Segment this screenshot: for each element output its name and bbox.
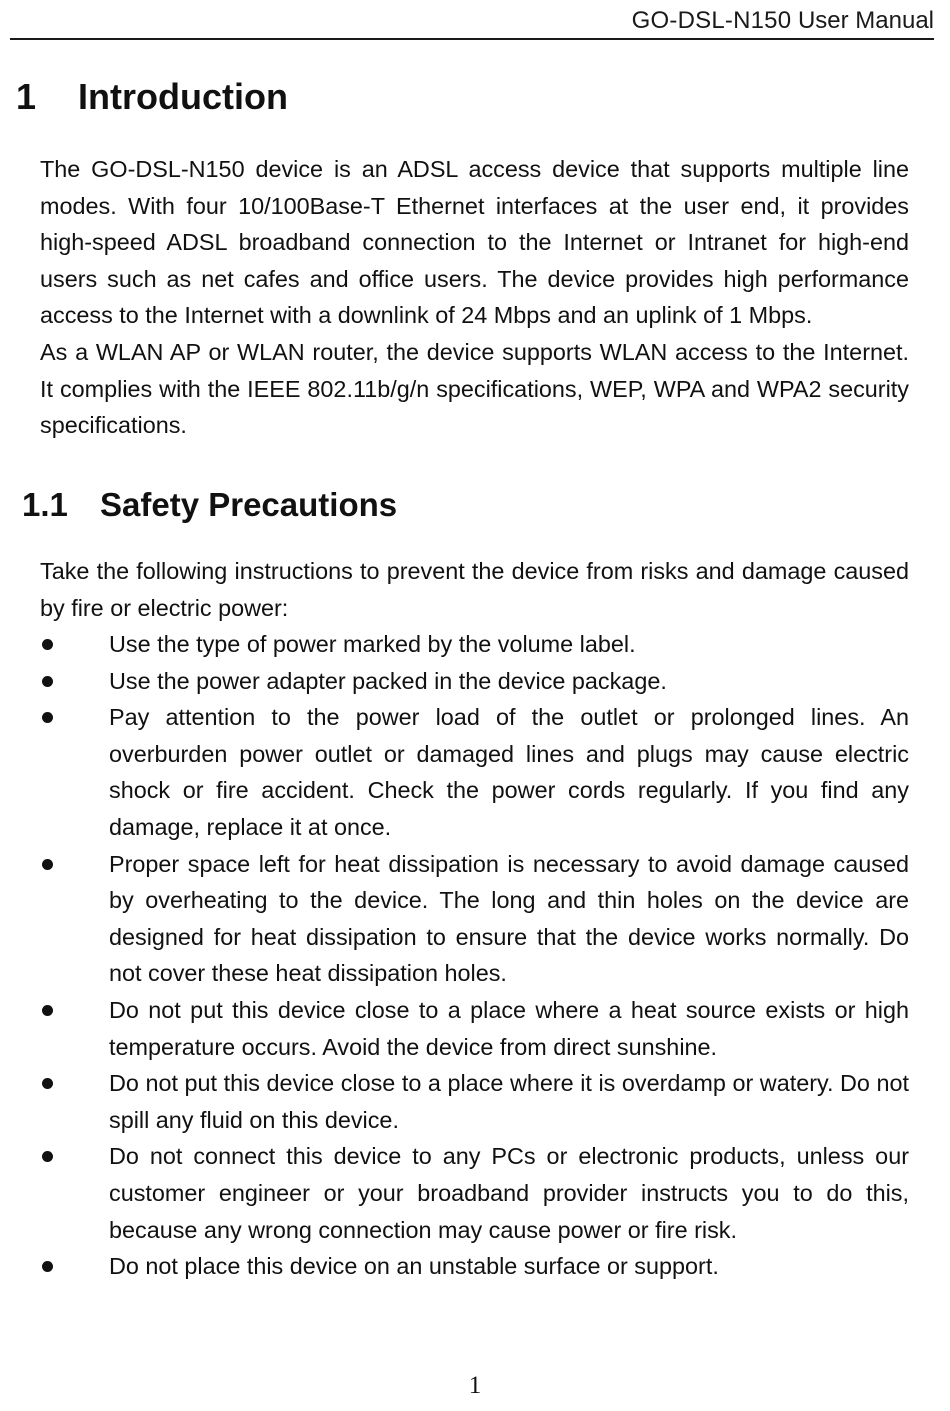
section-heading-safety-precautions [22, 484, 397, 526]
list-item-text: Use the type of power marked by the volume label. [109, 631, 636, 657]
bullet-dot-icon [42, 1151, 53, 1162]
list-item [40, 1248, 909, 1285]
bullet-dot-icon [42, 1005, 53, 1016]
list-item [40, 699, 909, 845]
subsection-title: Safety Precautions [100, 486, 398, 523]
introduction-paragraph-1: The GO-DSL-N150 device is an ADSL access device that supports multiple line modes. With four 10/100Base-T Ethernet interfaces at the user end, it provides high-speed ADSL broadband connection to the Internet or Intranet for high-end users such as net cafes and office users. The device provides high performance access to the Internet with a downlink of 24 Mbps and an uplink of 1 Mbps. [40, 156, 909, 329]
section-heading-introduction [16, 74, 288, 120]
bullet-dot-icon [42, 1078, 53, 1089]
list-item [40, 1138, 909, 1248]
list-item-text: Do not place this device on an unstable surface or support. [109, 1253, 719, 1280]
bullet-dot-icon [42, 859, 53, 870]
list-item-text: Pay attention to the power load of the outlet or prolonged lines. An overburden power outlet or damaged lines and plugs may cause electric shock or fire accident. Check the power cords regularly. If you find any damage, replace it at once. [109, 704, 909, 840]
list-item [40, 626, 909, 663]
introduction-body [40, 151, 909, 444]
safety-intro-paragraph: Take the following instructions to prevent the device from risks and damage caused by fire or electric power: [40, 558, 909, 621]
bullet-dot-icon [42, 712, 53, 723]
section-title: Introduction [78, 76, 288, 117]
bullet-dot-icon [42, 639, 53, 650]
section-number: 1 [16, 76, 37, 117]
list-item-text: Use the power adapter packed in the device package. [109, 667, 667, 694]
subsection-number: 1.1 [22, 486, 68, 523]
safety-bullet-list [40, 626, 909, 1285]
list-item-text: Do not put this device close to a place where a heat source exists or high temperature occurs. Avoid the device from direct sunshine. [109, 996, 909, 1060]
list-item-text: Do not put this device close to a place where it is overdamp or watery. Do not spill any fluid on this device. [109, 1070, 909, 1133]
list-item [40, 992, 909, 1065]
list-item [40, 1065, 909, 1138]
bullet-dot-icon [42, 676, 53, 687]
list-item-text: Proper space left for heat dissipation is necessary to avoid damage caused by overheating to the device. The long and thin holes on the device are designed for heat dissipation to ensure that the device works normally. Do not cover these heat dissipation holes. [109, 850, 909, 987]
introduction-paragraph-2: As a WLAN AP or WLAN router, the device supports WLAN access to the Internet. It complies with the IEEE 802.11b/g/n specifications, WEP, WPA and WPA2 security specifications. [40, 338, 909, 439]
page-header [10, 6, 934, 40]
header-model: GO-DSL-N150 [631, 7, 792, 34]
bullet-dot-icon [42, 1261, 53, 1272]
list-item [40, 663, 909, 700]
page-number: 1 [468, 1372, 482, 1399]
list-item-text: Do not connect this device to any PCs or electronic products, unless our customer engineer or your broadband provider instructs you to do this, because any wrong connection may cause power or fire risk. [109, 1143, 909, 1243]
header-manual-label: User Manual [797, 7, 934, 34]
list-item [40, 846, 909, 992]
